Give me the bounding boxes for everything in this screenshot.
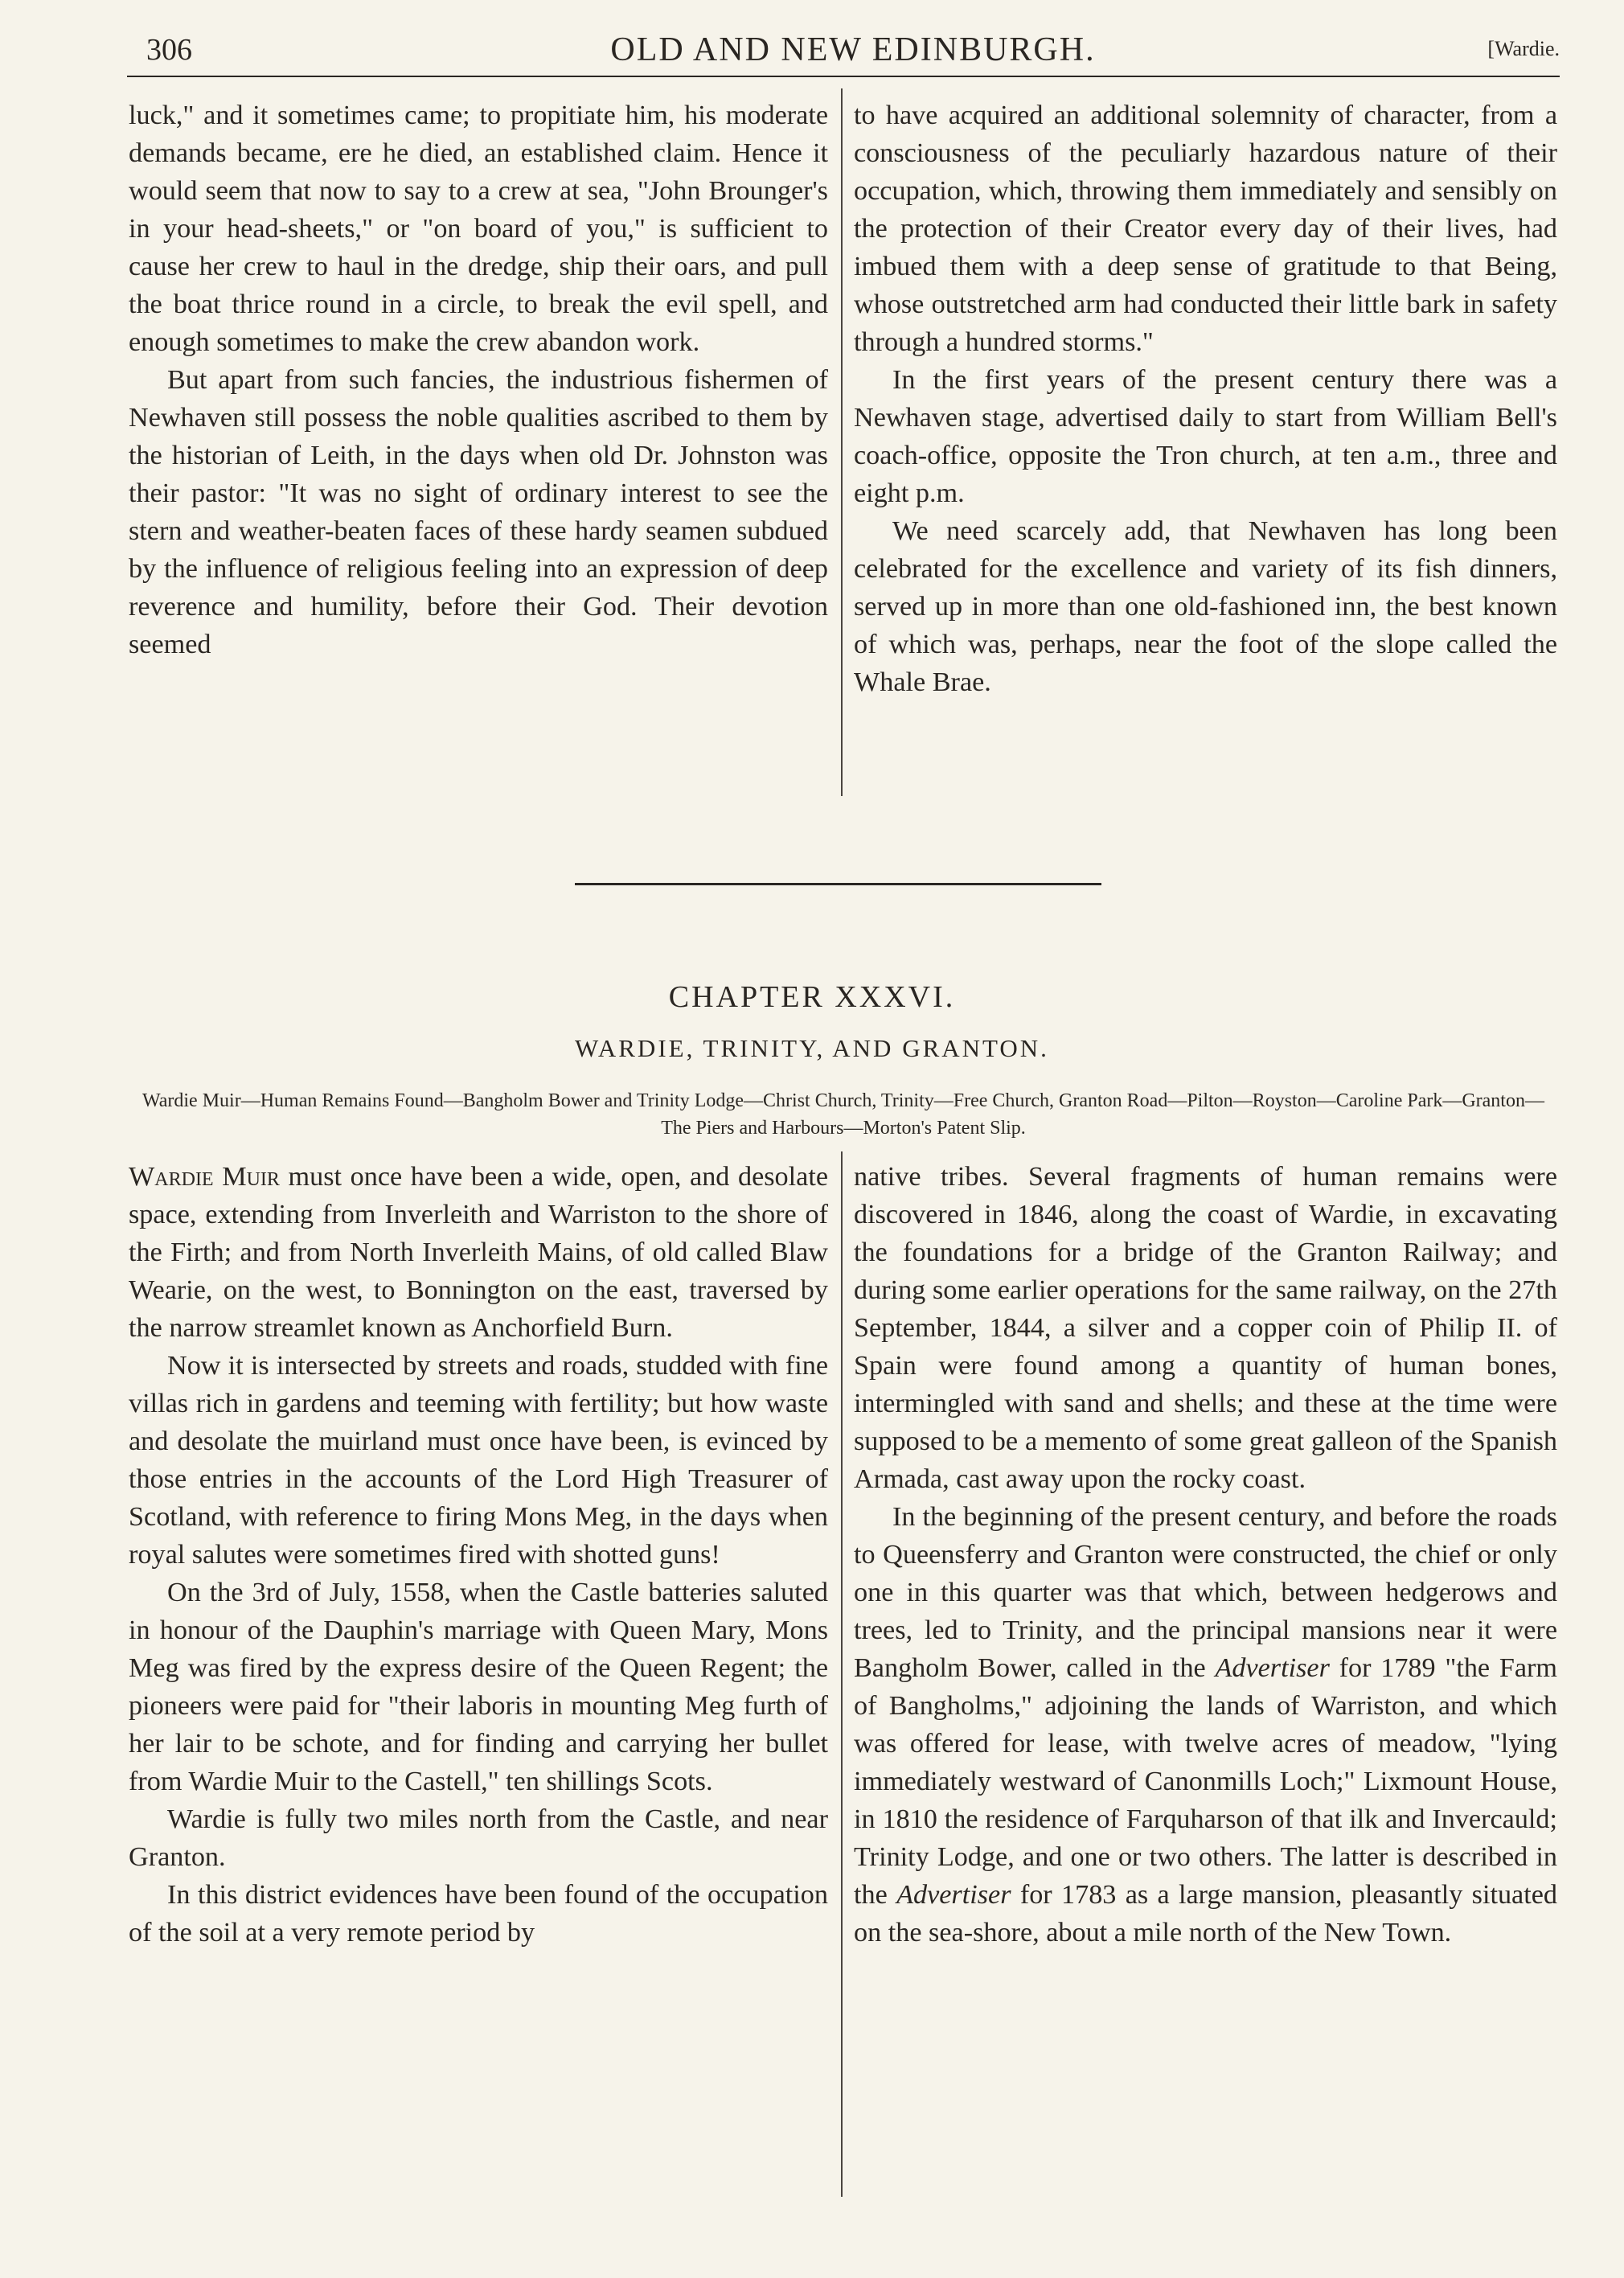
- paragraph: to have acquired an additional solemnity of character, from a consciousness of the peculiarly hazardous nature of their occupation, which, throwing them immediately and sensibly on the protection of their Creator every day of their lives, had imbued them with a deep sense of gratitude to that Being, whose outstretched arm had conducted their little bark in safety through a hundred storms.": [854, 101, 1557, 357]
- page-number: 306: [146, 33, 192, 67]
- column-left-bottom: [129, 1158, 828, 1952]
- paragraph: [129, 1158, 828, 1347]
- header-rule: [127, 76, 1560, 77]
- paragraph: [854, 1498, 1557, 1952]
- page-header: [146, 29, 1560, 77]
- paragraph-text: for 1783 as a large mansion, pleasantly situated on the sea-shore, about a mile north of the New Town.: [854, 1880, 1557, 1948]
- column-divider-top: [841, 88, 843, 796]
- paragraph: We need scarcely add, that Newhaven has long been celebrated for the excellence and variety of its fish dinners, served up in more than one old-fashioned inn, the best known of which was, perhaps, near the foot of the slope called the Whale Brae.: [854, 516, 1557, 697]
- paragraph: Wardie is fully two miles north from the Castle, and near Granton.: [129, 1804, 828, 1872]
- paragraph: luck," and it sometimes came; to propitiate him, his moderate demands became, ere he died, an established claim. Hence it would seem that now to say to a crew at sea, "John Brounger's in your head-sheets," or "on board of you," is sufficient to cause her crew to haul in the dredge, ship their oars, and pull the boat thrice round in a circle, to break the evil spell, and enough sometimes to make the crew abandon work.: [129, 101, 828, 357]
- advertiser-title: Advertiser: [1215, 1653, 1330, 1683]
- paragraph: But apart from such fancies, the industrious fishermen of Newhaven still possess the noble qualities ascribed to them by the historian of Leith, in the days when old Dr. Johnston was their pastor: "It was no sight of ordinary interest to see the stern and weather-beaten faces of these hardy seamen subdued by the influence of religious feeling into an expression of deep reverence and humility, before their God. Their devotion seemed: [129, 365, 828, 659]
- section-tag: [Wardie.: [1487, 37, 1560, 60]
- paragraph: native tribes. Several fragments of human remains were discovered in 1846, along the coast of Wardie, in excavating the foundations for a bridge of the Granton Railway; and during some earlier operations for the same railway, on the 27th September, 1844, a silver and a copper coin of Philip II. of Spain were found among a quantity of human bones, intermingled with sand and shells; and these at the time were supposed to be a memento of some great galleon of the Spanish Armada, cast away upon the rocky coast.: [854, 1162, 1557, 1494]
- chapter-rule: [575, 883, 1101, 885]
- chapter-lead-words: Wardie Muir: [129, 1162, 280, 1192]
- column-right-bottom: [854, 1158, 1557, 1952]
- running-title: OLD AND NEW EDINBURGH.: [610, 31, 1096, 68]
- chapter-title: WARDIE, TRINITY, AND GRANTON.: [575, 1034, 1049, 1062]
- column-divider-bottom: [841, 1151, 843, 2197]
- column-left-top: [129, 96, 828, 663]
- paragraph: Now it is intersected by streets and roads, studded with fine villas rich in gardens and teeming with fertility; but how waste and desolate the muirland must once have been, is evinced by those entries in the accounts of the Lord High Treasurer of Scotland, with reference to firing Mons Meg, in the days when royal salutes were sometimes fired with shotted guns!: [129, 1351, 828, 1570]
- chapter-summary: Wardie Muir—Human Remains Found—Bangholm Bower and Trinity Lodge—Christ Church, Trinity—Free Church, Granton Road—Pilton—Royston—Caroline Park—Granton—The Piers and Harbours—Morton's Patent Slip.: [142, 1090, 1544, 1139]
- paragraph: In this district evidences have been found of the occupation of the soil at a very remote period by: [129, 1880, 828, 1948]
- advertiser-title: Advertiser: [896, 1880, 1011, 1910]
- column-right-top: [854, 96, 1557, 701]
- paragraph: In the first years of the present century there was a Newhaven stage, advertised daily to start from William Bell's coach-office, opposite the Tron church, at ten a.m., three and eight p.m.: [854, 365, 1557, 508]
- paragraph-text: must once have been a wide, open, and desolate space, extending from Inverleith and Warriston to the shore of the Firth; and from North Inverleith Mains, of old called Blaw Wearie, on the west, to Bonnington on the east, traversed by the narrow streamlet known as Anchorfield Burn.: [129, 1162, 828, 1343]
- chapter-number: CHAPTER XXXVI.: [668, 980, 956, 1014]
- paragraph-text: for 1789 "the Farm of Bangholms," adjoining the lands of Warriston, and which was offered for lease, with twelve acres of meadow, "lying immediately westward of Canonmills Loch;" Lixmount House, in 1810 the residence of Farquharson of that ilk and Invercauld; Trinity Lodge, and one or two others. The latter is described in the: [854, 1653, 1557, 1910]
- paragraph-text: In the beginning of the present century, and before the roads to Queensferry and Granton were constructed, the chief or only one in this quarter was that which, between hedgerows and trees, led to Trinity, and the principal mansions near it were Bangholm Bower, called in the: [854, 1502, 1557, 1683]
- paragraph: On the 3rd of July, 1558, when the Castle batteries saluted in honour of the Dauphin's marriage with Queen Mary, Mons Meg was fired by the express desire of the Queen Regent; the pioneers were paid for "their laboris in mounting Meg furth of her lair to be schote, and for finding and carrying her bullet from Wardie Muir to the Castell," ten shillings Scots.: [129, 1578, 828, 1796]
